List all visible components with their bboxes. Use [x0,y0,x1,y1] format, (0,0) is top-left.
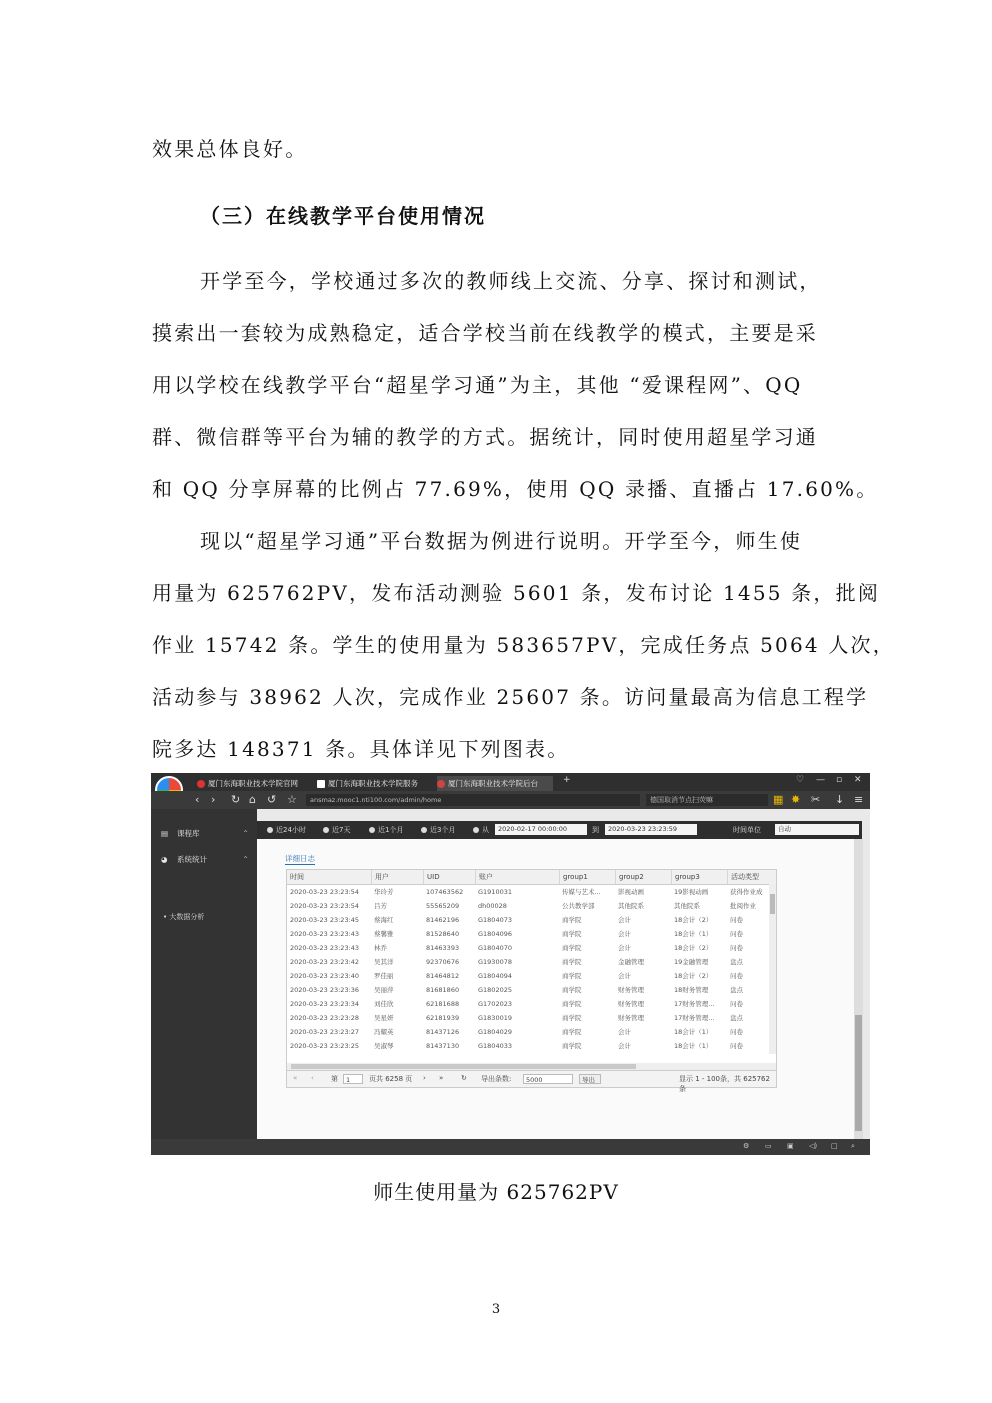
tab-label: 厦门东海职业技术学院后台 [448,779,538,788]
browser-tab[interactable] [197,776,309,791]
scissors-icon[interactable]: ✂ [811,793,821,806]
column-header[interactable]: group2 [615,870,671,884]
table-cell: 蔡馨雅 [374,930,394,938]
table-cell: 2020-03-23 23:23:28 [290,1014,360,1022]
browser-nav-bar [151,791,870,809]
star-icon[interactable]: ☆ [287,793,297,806]
filter-option-label: 近3个月 [430,826,456,834]
apps-icon[interactable]: ▦ [773,793,784,806]
search-input[interactable]: 德国取消节点扫荧嘛 [646,794,768,806]
table-cell: G1804094 [478,972,512,980]
table-cell: 81464812 [426,972,460,980]
filter-bar [257,821,862,839]
table-cell: 吕芳 [374,902,387,910]
table-cell: 盘点 [730,986,743,994]
new-tab-icon[interactable]: + [563,775,571,785]
table-cell: 商学院 [562,930,582,938]
filter-option-custom[interactable] [473,825,489,835]
table-vertical-scrollbar[interactable] [769,884,776,1054]
chevron-up-icon: ⌃ [242,829,249,838]
radio-icon [369,827,375,833]
table-cell: 62181939 [426,1014,460,1022]
refresh-icon[interactable]: ↻ [461,1074,467,1082]
table-cell: 公共教学部 [562,902,595,910]
table-cell: 18财务管理 [674,986,709,994]
minimize-icon[interactable]: — [816,775,825,785]
filter-option[interactable] [369,825,403,835]
table-cell: 问卷 [730,1000,743,1008]
table-cell: 18会计（1） [674,930,713,938]
page-input[interactable]: 1 [343,1074,363,1084]
maximize-icon[interactable]: ▫ [836,775,843,785]
table-cell: G1702023 [478,1000,512,1008]
tab-detail-log[interactable]: 详细日志 [285,854,315,863]
shirt-icon[interactable]: ♡ [796,775,805,785]
table-cell: 会计 [618,1042,631,1050]
table-cell: 商学院 [562,1028,582,1036]
table-cell: 2020-03-23 23:23:54 [290,888,360,896]
table-cell: 商学院 [562,1014,582,1022]
radio-icon [473,827,479,833]
table-cell: 罗佳丽 [374,972,394,980]
first-page-icon[interactable]: « [293,1074,298,1082]
log-table [286,869,777,1071]
radio-icon [323,827,329,833]
table-cell: 18会计（1） [674,1042,713,1050]
table-cell: 其他院系 [618,902,644,910]
table-cell: 影视动画 [618,888,644,896]
status-icon[interactable]: ▣ [787,1142,794,1150]
from-label: 从 [482,826,489,834]
table-cell: 商学院 [562,1000,582,1008]
column-header[interactable]: 时间 [290,873,304,881]
table-cell: 其他院系 [674,902,700,910]
table-cell: 18会计（2） [674,972,713,980]
table-cell: 81437130 [426,1042,460,1050]
time-unit-label: 时间单位 [733,826,761,834]
table-cell: 81681860 [426,986,460,994]
table-cell: 62181688 [426,1000,460,1008]
table-cell: 林乔 [374,944,387,952]
table-cell: 华玲芳 [374,888,394,896]
section-heading: （三）在线教学平台使用情况 [200,204,486,228]
table-row[interactable] [287,1011,776,1025]
figure-caption: 师生使用量为 625762PV [373,1180,619,1204]
table-row[interactable] [287,885,776,899]
platform-screenshot [151,773,870,1155]
table-cell: 财务管理 [618,1000,644,1008]
table-cell: 2020-03-23 23:23:25 [290,1042,360,1050]
table-row[interactable] [287,927,776,941]
table-cell: 81462196 [426,916,460,924]
sidebar-subitem-bigdata[interactable]: • 大数据分析 [163,913,205,921]
table-cell: 商学院 [562,972,582,980]
table-cell: 2020-03-23 23:23:27 [290,1028,360,1036]
table-cell: 会计 [618,1028,631,1036]
site-icon [437,780,445,788]
download-icon[interactable]: ↓ [835,793,845,806]
zoom-icon[interactable]: ⌕ [851,1142,855,1150]
column-header[interactable]: group1 [559,870,615,884]
menu-icon[interactable]: ≡ [854,793,864,806]
scroll-thumb[interactable] [855,1015,862,1131]
table-cell: 商学院 [562,986,582,994]
paragraph-line: 作业 15742 条。学生的使用量为 583657PV，完成任务点 5064 人次， [152,633,895,657]
table-horizontal-scrollbar[interactable] [287,1063,776,1070]
table-cell: 金融管理 [618,958,644,966]
table-cell: 2020-03-23 23:23:45 [290,916,360,924]
table-cell: 刘佳欣 [374,1000,394,1008]
paragraph-line: 开学至今，学校通过多次的教师线上交流、分享、探讨和测试， [200,269,822,293]
table-cell: 2020-03-23 23:23:36 [290,986,360,994]
browser-tab-active[interactable] [437,776,553,791]
reload-icon[interactable]: ↻ [231,793,241,806]
table-cell: 107463562 [426,888,464,896]
table-cell: 81528640 [426,930,460,938]
paragraph-line: 摸索出一套较为成熟稳定，适合学校当前在线教学的模式，主要是采 [152,321,818,345]
tab-label: 厦门东海职业技术学院服务 [328,779,418,788]
table-row[interactable] [287,941,776,955]
total-pages-text: 页共 6258 页 [369,1075,413,1083]
table-cell: 冯耀英 [374,1028,394,1036]
table-cell: 2020-03-23 23:23:43 [290,930,360,938]
page-label: 第 [331,1075,338,1083]
table-cell: G1804070 [478,944,512,952]
export-count-input[interactable]: 5000 [523,1074,573,1084]
column-header[interactable]: group3 [671,870,727,884]
extension-icon[interactable]: ✸ [791,793,801,806]
table-cell: 问卷 [730,1028,743,1036]
forward-icon[interactable]: › [211,793,216,806]
sidebar-item-label: 课程库 [177,829,200,838]
scroll-thumb[interactable] [770,894,775,914]
tab-label: 厦门东海职业技术学院官网 [208,779,298,788]
pagination-summary: 显示 1 - 100条，共 625762 条 [679,1075,770,1093]
table-cell: G1804029 [478,1028,512,1036]
table-cell: 传媒与艺术... [562,888,601,896]
sidebar-item-label: 系统统计 [177,855,207,864]
table-cell: 19金融管理 [674,958,709,966]
table-cell: dh00028 [478,902,507,910]
table-cell: 2020-03-23 23:23:40 [290,972,360,980]
chevron-up-icon: ⌃ [242,855,249,864]
table-cell: 会计 [618,972,631,980]
table-cell: 2020-03-23 23:23:43 [290,944,360,952]
prev-page-icon[interactable]: ‹ [311,1074,314,1082]
table-cell: 问卷 [730,1042,743,1050]
filter-option-label: 近24小时 [276,826,306,834]
table-row[interactable] [287,1039,776,1053]
table-cell: 17财务管理... [674,1000,715,1008]
table-cell: 2020-03-23 23:23:42 [290,958,360,966]
home-icon[interactable]: ⌂ [249,793,256,806]
text-line: 效果总体良好。 [152,137,308,161]
paragraph-line: 院多达 148371 条。具体详见下列图表。 [152,737,570,761]
column-header[interactable]: 账户 [475,870,559,884]
export-button[interactable]: 导出 [579,1074,601,1084]
status-icon[interactable]: ⚙ [743,1142,750,1150]
pagination-bar [286,1071,777,1093]
paragraph-line: 活动参与 38962 人次，完成作业 25607 条。访问量最高为信息工程学 [152,685,869,709]
paragraph-line: 用以学校在线教学平台“超星学习通”为主，其他 “爱课程网”、QQ [152,373,803,397]
radio-icon [421,827,427,833]
pie-chart-icon: ◕ [161,855,168,864]
table-cell: 92370676 [426,958,460,966]
last-page-icon[interactable]: » [439,1074,444,1082]
table-row[interactable] [287,983,776,997]
table-cell: 2020-03-23 23:23:54 [290,902,360,910]
paragraph-line: 用量为 625762PV，发布活动测验 5601 条，发布讨论 1455 条，批阅 [152,581,881,605]
browser-tab-bar [151,773,870,791]
table-row[interactable] [287,955,776,969]
next-page-icon[interactable]: › [423,1074,426,1082]
table-row[interactable] [287,913,776,927]
browser-tab[interactable] [317,776,429,791]
table-cell: G1930078 [478,958,512,966]
filter-option[interactable] [267,825,306,835]
column-header[interactable]: 用户 [371,870,423,884]
filter-option[interactable] [323,825,350,835]
time-unit-select[interactable]: 自动 [775,824,859,835]
export-count-label: 导出条数: [481,1075,512,1083]
sidebar-item-course-library[interactable] [151,821,257,847]
table-row[interactable] [287,997,776,1011]
table-cell: 蔡海红 [374,916,394,924]
address-bar[interactable]: ansmaz.mooc1.nti100.com/admin/home [306,794,640,806]
table-cell: G1830019 [478,1014,512,1022]
close-icon[interactable]: ✕ [854,775,862,785]
site-icon [197,780,205,788]
table-cell: G1804033 [478,1042,512,1050]
sound-icon[interactable]: ◁) [809,1142,818,1150]
page-number: 3 [491,1302,501,1317]
scroll-thumb[interactable] [291,1064,636,1069]
table-cell: 吴淑琴 [374,1042,394,1050]
table-cell: 55565209 [426,902,460,910]
table-cell: 81437126 [426,1028,460,1036]
sidebar [151,809,257,1139]
table-cell: 会计 [618,916,631,924]
table-cell: G1804073 [478,916,512,924]
table-row[interactable] [287,1025,776,1039]
list-icon: ▤ [161,829,169,838]
table-cell: 财务管理 [618,986,644,994]
status-icon[interactable]: □ [831,1142,838,1150]
radio-icon [267,827,273,833]
paragraph-line: 群、微信群等平台为辅的教学的方式。据统计，同时使用超星学习通 [152,425,818,449]
table-cell: G1910031 [478,888,512,896]
main-content [257,839,854,1139]
table-cell: 问卷 [730,930,743,938]
table-cell: 问卷 [730,944,743,952]
table-cell: 会计 [618,944,631,952]
status-icon[interactable]: ▭ [765,1142,772,1150]
table-row[interactable] [287,969,776,983]
table-cell: 批阅作业 [730,902,756,910]
table-cell: 2020-03-23 23:23:34 [290,1000,360,1008]
table-cell: 问卷 [730,972,743,980]
table-cell: 19影视动画 [674,888,709,896]
table-header [287,870,776,885]
back-icon[interactable]: ‹ [195,793,200,806]
table-cell: 18会计（2） [674,916,713,924]
from-date-input[interactable]: 2020-02-17 00:00:00 [495,824,587,835]
table-cell: 会计 [618,930,631,938]
browser-status-bar [151,1139,870,1155]
table-cell: 17财务管理... [674,1014,715,1022]
paragraph-line: 现以“超星学习通”平台数据为例进行说明。开学至今，师生使 [200,529,803,553]
sidebar-item-stats[interactable] [151,847,257,873]
table-cell: G1804096 [478,930,512,938]
table-cell: 18会计（1） [674,1028,713,1036]
table-cell: 盘点 [730,1014,743,1022]
table-cell: 商学院 [562,958,582,966]
table-cell: 81463393 [426,944,460,952]
page-scrollbar[interactable] [854,839,863,1139]
filter-option[interactable] [421,825,455,835]
filter-option-label: 近7天 [332,826,351,834]
table-cell: 商学院 [562,1042,582,1050]
table-cell: 吴其洋 [374,958,394,966]
table-cell: G1802025 [478,986,512,994]
filter-option-label: 近1个月 [378,826,404,834]
column-header[interactable]: 活动类型 [727,870,776,884]
site-icon [317,780,325,788]
to-label: 到 [592,826,599,834]
undo-icon[interactable]: ↺ [267,793,277,806]
table-row[interactable] [287,899,776,913]
sidebar-subitem-label: 大数据分析 [169,913,205,921]
table-cell: 吴星妍 [374,1014,394,1022]
column-header[interactable]: UID [423,870,475,884]
table-cell: 吴丽萍 [374,986,394,994]
table-cell: 18会计（2） [674,944,713,952]
table-cell: 商学院 [562,916,582,924]
table-cell: 问卷 [730,916,743,924]
table-cell: 盘点 [730,958,743,966]
table-cell: 获得作业成 [730,888,763,896]
table-cell: 财务管理 [618,1014,644,1022]
table-cell: 商学院 [562,944,582,952]
paragraph-line: 和 QQ 分享屏幕的比例占 77.69%，使用 QQ 录播、直播占 17.60%。 [152,477,879,501]
to-date-input[interactable]: 2020-03-23 23:23:59 [605,824,697,835]
